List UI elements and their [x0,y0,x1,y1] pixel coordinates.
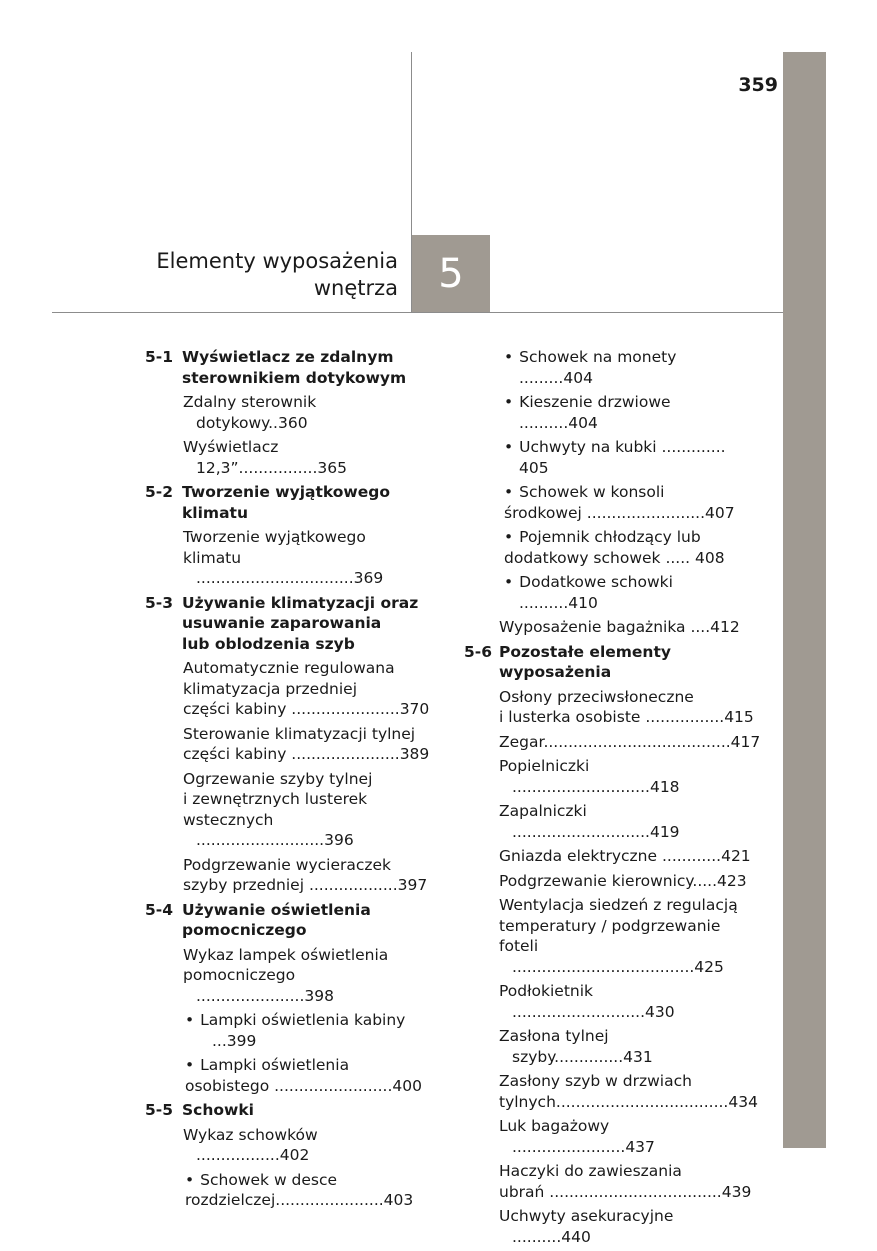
toc-entry-sub [464,1116,754,1157]
entry-line [504,347,754,388]
bullet-icon: • [504,483,514,501]
entry-text [464,437,754,478]
section-number: 5-1 [145,348,174,366]
entry-line: Haczyki do zawieszania [499,1162,682,1180]
entry-line: Podgrzewanie kierownicy.....423 [499,871,747,890]
entry-line: foteli .....................................425 [499,937,724,976]
toc-entry-sec [145,482,432,523]
toc-entry-sub [145,769,432,851]
entry-line: Wentylacja siedzeń z regulacją [499,896,738,914]
entry-text [464,732,761,753]
entry-text [464,846,754,867]
entry-line: Wyświetlacz ze zdalnym [182,348,394,366]
bullet-icon: • [504,528,514,546]
toc-entry-sub [464,801,754,842]
section-number: 5-6 [464,642,493,661]
section-number: 5-5 [145,1101,174,1119]
entry-line: Sterowanie klimatyzacji tylnej [183,724,416,743]
entry-line: Popielniczki ............................418 [499,757,680,796]
toc-entry-bul [464,392,754,433]
entry-text [464,572,754,613]
toc-entry-bul [145,1010,432,1051]
bullet-icon: • [185,1011,195,1029]
entry-line: Gniazda elektryczne ............421 [499,847,751,865]
bullet-icon: • [504,393,514,411]
entry-line: środkowej ........................407 [504,503,735,522]
bullet-icon: • [185,1056,195,1074]
entry-text [145,1100,432,1121]
entry-text [145,724,432,765]
entry-text [464,895,754,977]
entry-line-text: Lampki oświetlenia kabiny ...399 [200,1011,406,1050]
chapter-title-line-1: Elementy wyposażenia [156,249,398,273]
entry-text [464,687,754,728]
entry-text [145,945,432,1007]
toc-entry-sec [464,642,754,683]
entry-text [145,1010,432,1051]
entry-line [185,1010,432,1051]
bullet-icon: • [504,438,514,456]
entry-line: Ogrzewanie szyby tylnej [183,769,373,788]
toc-entry-sub [145,945,432,1007]
entry-line: Zasłony szyb w drzwiach [499,1072,692,1090]
toc-entry-sec [145,1100,432,1121]
entry-line: rozdzielczej......................403 [185,1191,414,1209]
entry-line: Zapalniczki ............................419 [499,802,680,841]
entry-line-text: Dodatkowe schowki ..........410 [519,573,673,612]
entry-line: osobistego ........................400 [185,1076,422,1095]
toc-entry-sub [464,1206,754,1247]
entry-line: Tworzenie wyjątkowego [183,528,366,546]
entry-line [504,392,754,433]
toc-entry-bul [464,347,754,388]
toc-entry-sub [145,855,432,896]
entry-line: klimatyzacja przedniej [183,679,358,698]
entry-line: Osłony przeciwsłoneczne [499,687,694,706]
page-number: 359 [738,74,778,96]
toc-entry-bul [464,482,754,523]
entry-line: ubrań ...................................439 [499,1182,752,1201]
entry-line: pomocniczego ......................398 [183,966,334,1005]
horizontal-divider [52,312,783,313]
toc-entry-sub [145,1125,432,1166]
toc-entry-sub [145,658,432,720]
entry-line: Podłokietnik ...........................430 [499,982,675,1021]
entry-line-text: Lampki oświetlenia [200,1056,350,1074]
entry-text [145,658,432,720]
entry-line: Wyposażenie bagażnika ....412 [499,618,740,636]
side-tab-bar [783,52,826,1148]
toc-entry-sub [145,527,432,589]
entry-line: Wykaz lampek oświetlenia [183,945,389,964]
entry-text [145,1125,432,1166]
entry-line: i lusterka osobiste ................415 [499,708,754,726]
toc-entry-sub [145,724,432,765]
entry-line: części kabiny ......................389 [183,745,430,763]
toc-entry-sec [145,900,432,941]
entry-text [145,347,432,388]
bullet-icon: • [504,573,514,591]
section-number: 5-3 [145,593,174,612]
toc-entry-sub [464,1026,754,1067]
entry-line: Tworzenie wyjątkowego klimatu [182,483,390,522]
entry-text [464,482,754,523]
entry-line: Podgrzewanie wycieraczek [183,855,392,874]
entry-text [464,1116,754,1157]
entry-text [145,1055,432,1096]
toc-entry-sub [464,981,754,1022]
entry-line: Pozostałe elementy wyposażenia [499,642,671,681]
entry-text [145,855,432,896]
entry-line [185,1170,432,1191]
entry-line [504,482,754,503]
entry-line: klimatu ................................369 [183,548,384,587]
entry-line: wstecznych ..........................396 [183,810,354,849]
entry-line: Wykaz schowków .................402 [183,1125,318,1164]
entry-line-text: Kieszenie drzwiowe ..........404 [519,393,671,432]
toc-entry-sub [464,617,754,638]
entry-line: lub oblodzenia szyb [182,634,355,653]
entry-line: Luk bagażowy .......................437 [499,1117,655,1156]
entry-text [464,617,754,638]
entry-line: tylnych...................................434 [499,1092,758,1111]
chapter-title [100,248,398,302]
entry-line: Automatycznie regulowana [183,659,395,677]
toc-left-column [145,347,432,1215]
entry-text [145,527,432,589]
entry-line [504,437,754,478]
entry-text [464,642,754,683]
entry-text [464,756,754,797]
entry-text [145,769,432,851]
entry-text [464,1071,758,1112]
entry-text [464,1161,754,1202]
section-number: 5-2 [145,483,174,501]
entry-line-text: Schowek w desce [200,1170,338,1189]
toc-entry-sub [464,756,754,797]
entry-line: Zasłona tylnej szyby..............431 [499,1027,653,1066]
toc-entry-bul [464,437,754,478]
toc-entry-sub [464,732,761,753]
toc-entry-sub [145,392,432,433]
bullet-icon: • [185,1170,195,1189]
entry-text [464,801,754,842]
entry-line: i zewnętrznych lusterek [183,790,368,808]
toc-entry-sub [464,846,754,867]
entry-text [464,1026,754,1067]
toc-entry-sub [464,687,754,728]
chapter-number-box [412,235,490,312]
entry-line: dodatkowy schowek ..... 408 [504,548,725,567]
entry-line-text: Uchwyty na kubki ............. 405 [519,438,726,477]
entry-text [145,482,432,523]
entry-line-text: Schowek w konsoli [519,483,665,501]
chapter-title-line-2: wnętrza [313,276,398,300]
entry-text [464,527,754,568]
toc-entry-sub [464,1071,758,1112]
entry-text [145,437,432,478]
entry-text [145,900,432,941]
entry-line: temperatury / podgrzewanie [499,916,721,935]
toc-entry-bul [145,1170,432,1211]
bullet-icon: • [504,348,514,366]
entry-text [145,593,432,655]
entry-line: części kabiny ......................370 [183,700,430,718]
entry-line: sterownikiem dotykowym [182,368,407,387]
toc-entry-sub [145,437,432,478]
toc-entry-bul [464,527,754,568]
section-number: 5-4 [145,900,174,919]
entry-line: Zegar......................................417 [499,732,761,751]
entry-line: usuwanie zaparowania [182,614,382,632]
entry-text [464,871,754,892]
toc-entry-sec [145,593,432,655]
entry-text [464,347,754,388]
toc-entry-sub [464,871,754,892]
entry-line-text: Schowek na monety .........404 [519,348,677,387]
toc-entry-bul [145,1055,432,1096]
entry-line: Używanie klimatyzacji oraz [182,593,419,612]
entry-line: Wyświetlacz 12,3”................365 [183,438,347,477]
toc-entry-sub [464,1161,754,1202]
entry-text [145,1170,432,1211]
toc-entry-bul [464,572,754,613]
entry-line [504,527,754,548]
entry-line [504,572,754,613]
entry-line [185,1055,432,1076]
toc-entry-sub [464,895,754,977]
entry-text [464,392,754,433]
entry-text [464,981,754,1022]
entry-line: Schowki [182,1101,254,1119]
toc-right-column [464,347,761,1251]
entry-line: Zdalny sterownik dotykowy..360 [183,393,317,432]
toc-entry-sec [145,347,432,388]
chapter-number: 5 [438,250,464,297]
entry-line-text: Pojemnik chłodzący lub [519,528,701,546]
entry-text [145,392,432,433]
entry-line: pomocniczego [182,921,307,939]
entry-text [464,1206,754,1247]
entry-line: Uchwyty asekuracyjne ..........440 [499,1207,674,1246]
entry-line: Używanie oświetlenia [182,900,371,919]
entry-line: szyby przedniej ..................397 [183,876,428,894]
